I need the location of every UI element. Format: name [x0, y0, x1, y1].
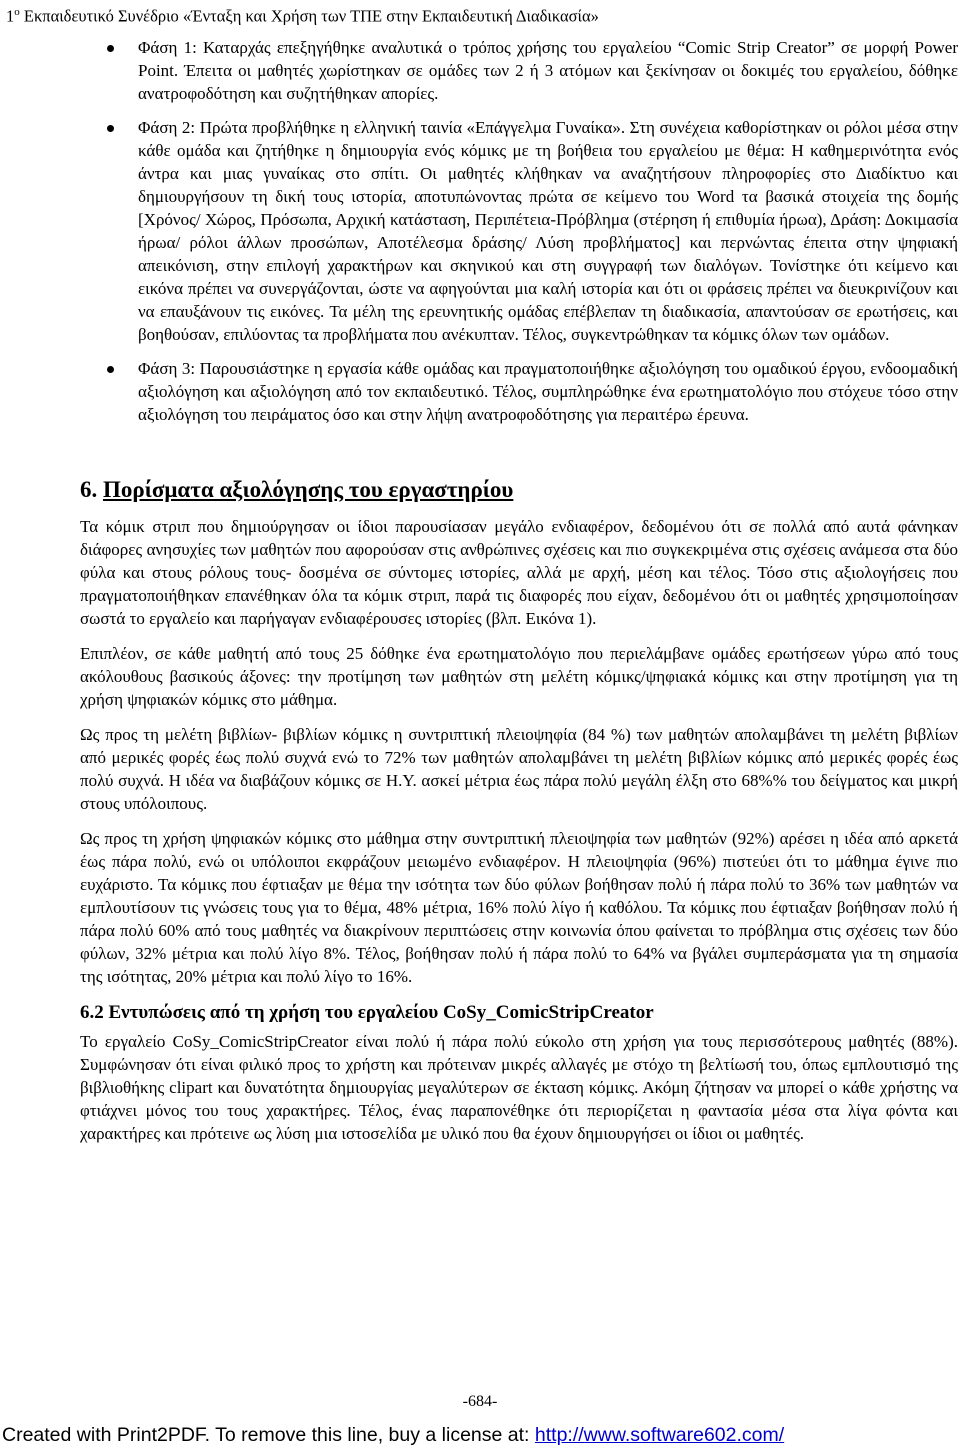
paragraph: Επιπλέον, σε κάθε μαθητή από τους 25 δόθηκε ένα ερωτηματολόγιο που περιελάμβανε ομάδες ερωτήσεων γύρω από τους ακόλουθους βασικούς άξονες: την προτίμηση των μαθητών στη μελέτη κόμικς/ψηφιακά κόμικς και στην προτίμηση για τη χρήση ψηφιακών κόμικς στο μάθημα.: [80, 644, 958, 709]
bullet-icon: [107, 366, 114, 373]
phase-list: [80, 36, 958, 426]
section-6-title: Πορίσματα αξιολόγησης του εργαστηρίου: [103, 477, 514, 502]
list-item: [80, 116, 958, 346]
phase-3-text: Φάση 3: Παρουσιάστηκε η εργασία κάθε ομάδας και πραγματοποιήθηκε αξιολόγηση του ομαδικού έργου, ενδοομαδική αξιολόγηση και αξιολόγηση από τον εκπαιδευτικό. Τέλος, συμπληρώθηκε ένα ερωτηματολόγιο που στόχευε τόσο στην αξιολόγηση του πειράματος όσο και στην λήψη ανατροφοδότησης για περαιτέρω έρευνα.: [138, 359, 958, 424]
license-link[interactable]: http://www.software602.com/: [534, 1424, 785, 1446]
bullet-icon: [107, 125, 114, 132]
header-title: Εκπαιδευτικό Συνέδριο «Ένταξη και Χρήση των ΤΠΕ στην Εκπαιδευτική Διαδικασία»: [23, 6, 599, 26]
page-number: -684-: [462, 1393, 498, 1410]
paragraph: Ως προς τη χρήση ψηφιακών κόμικς στο μάθημα στην συντριπτική πλειοψηφία των μαθητών (92%) αρέσει η ιδέα από αρκετά έως πάρα πολύ, ενώ οι υπόλοιποι εκφράζουν μειωμένο ενδιαφέρον. Η πλειοψηφία (96%) πιστεύει ότι το μάθημα έγινε πιο ευχάριστο. Τα κόμικς που έφτιαξαν με θέμα την ισότητα των δύο φύλων βοήθησαν πολύ ή πάρα πολύ το 36% των μαθητών να εμπλουτίσουν τις γνώσεις τους για το θέμα, 48% μέτρια, 16% πολύ λίγο ή καθόλου. Τα κόμικς που έφτιαξαν βοήθησαν πολύ ή πάρα πολύ 60% από τους μαθητές να διακρίνουν περιπτώσεις στην κοινωνία όπου φαίνεται το πρόβλημα στις σχέσεις των δύο φύλων, 32% μέτρια και πολύ λίγο 8%. Τέλος, βοήθησαν πολύ ή πάρα πολύ το 64% να βγάλει συμπεράσματα για τη σημασία της ισότητας, 20% μέτρια και πολύ λίγο το 16%.: [80, 829, 958, 986]
section-6-heading: [80, 475, 958, 505]
paragraph: Ως προς τη μελέτη βιβλίων- βιβλίων κόμικς η συντριπτική πλειοψηφία (84 %) των μαθητών απολαμβάνει τη μελέτη βιβλίων από μερικές φορές έως πολύ συχνά ενώ το 72% των μαθητών απολαμβάνει τη μελέτη βιβλίων κόμικς από μερικές φορές έως πολύ συχνά. Η ιδέα να διαβάζουν κόμικς σε Η.Υ. ασκεί μέτρια έως πάρα πολύ μεγάλη έλξη στο 68%% του δείγματος και μικρή στους υπόλοιπους.: [80, 725, 958, 813]
section-6-number: 6.: [80, 477, 98, 502]
list-item: [80, 357, 958, 426]
paragraph: Το εργαλείο CoSy_ComicStripCreator είναι πολύ ή πάρα πολύ εύκολο στη χρήση για τους περισσότερους μαθητές (88%). Συμφώνησαν ότι είναι φιλικό προς το χρήστη και πρότειναν μικρές αλλαγές με στόχο τη βελτίωσή του, όπως εμπλουτισμό της βιβλιοθήκης clipart και δυνατότητα δημιουργίας μεγαλύτερων σε έκταση κόμικς. Ακόμη ζήτησαν να μπορεί ο κάθε χρήστης να φτιάχνει μόνος του τους χαρακτήρες. Τέλος, ένας παραπονέθηκε ότι περιορίζεται η φαντασία μέσα στα λίγα φόντα και χαρακτήρες και πρότεινε ως λύση μια ιστοσελίδα με υλικό που θα έχουν δημιουργήσει οι ίδιοι οι μαθητές.: [80, 1032, 958, 1143]
phase-2-text: Φάση 2: Πρώτα προβλήθηκε η ελληνική ταινία «Επάγγελμα Γυναίκα». Στη συνέχεια καθορίστηκαν οι ρόλοι μέσα στην κάθε ομάδα και ζητήθηκε η δημιουργία ενός κόμικς με τη βοήθεια του εργαλείου με θέμα: Η καθημερινότητα ενός άντρα και μιας γυναίκας στο σπίτι. Οι μαθητές κλήθηκαν να αναζητήσουν πληροφορίες στο Διαδίκτυο και δημιουργήσουν τη δική τους ιστορία, αποτυπώνοντας πρώτα σε κείμενο του Word τα βασικά στοιχεία της δομής [Χρόνος/ Χώρος, Πρόσωπα, Αρχική κατάσταση, Περιπέτεια-Πρόβλημα (στέρηση ή επιθυμία ήρωα), Δράση: Δοκιμασία ήρωα/ ρόλοι άλλων προσώπων, Αποτέλεσμα δράσης/ Λύση προβλήματος] και περνώντας έπειτα στην ψηφιακή απεικόνιση, στην επιλογή χαρακτήρων και σκηνικού και στη συγγραφή των διαλόγων. Τονίστηκε ότι κείμενο και εικόνα πρέπει να συνεργάζονται, ώστε να αφηγούνται μια καλή ιστορία και ότι οι φράσεις πρέπει να διευκρινίζουν και να επαυξάνουν τις εικόνες. Τα μέλη της ερευνητικής ομάδας επέβλεπαν τη διαδικασία, απαντούσαν σε ερωτήσεις, και βοηθούσαν, επιλύοντας τα προβλήματα που ανέκυπταν. Τέλος, συγκεντρώθηκαν τα κόμικς όλων των ομάδων.: [138, 118, 958, 344]
header-superscript: ο: [14, 6, 20, 18]
paragraph: Τα κόμικ στριπ που δημιούργησαν οι ίδιοι παρουσίασαν μεγάλο ενδιαφέρον, δεδομένου ότι σε πολλά από αυτά φάνηκαν διάφορες ανησυχίες των μαθητών που αφορούσαν στις ανθρώπινες σχέσεις και πιο συγκεκριμένα στις σχέσεις ανάμεσα στα δύο φύλα και στους ρόλους τους- δοσμένα σε σύντομες ιστορίες, αλλά με αρχή, μέση και τέλος. Τόσο στις αξιολογήσεις που πραγματοποιήθηκαν επανέθηκαν όλα τα κόμικ στριπ, παρά τις διαφορές που είχαν, δεδομένου ότι οι μαθητές χρησιμοποίησαν σωστά το εργαλείο και παρήγαγαν ενδιαφέρουσες ιστορίες (βλπ. Εικόνα 1).: [80, 517, 958, 628]
document-body: [80, 36, 958, 1157]
list-item: [80, 36, 958, 105]
footer-text: Created with Print2PDF. To remove this line, buy a license at:: [2, 1424, 535, 1446]
print2pdf-footer: [0, 1420, 960, 1451]
running-header: [0, 0, 960, 30]
phase-1-text: Φάση 1: Καταρχάς επεξηγήθηκε αναλυτικά ο τρόπος χρήσης του εργαλείου “Comic Strip Creator” σε μορφή Power Point. Έπειτα οι μαθητές χωρίστηκαν σε ομάδες των 2 ή 3 ατόμων και ξεκίνησαν οι δοκιμές του εργαλείου, δόθηκε ανατροφοδότηση και συζητήθηκαν απορίες.: [138, 38, 958, 103]
section-6-2-heading: 6.2 Εντυπώσεις από τη χρήση του εργαλείου CoSy_ComicStripCreator: [80, 1002, 654, 1023]
header-number: 1: [6, 6, 15, 26]
bullet-icon: [107, 45, 114, 52]
